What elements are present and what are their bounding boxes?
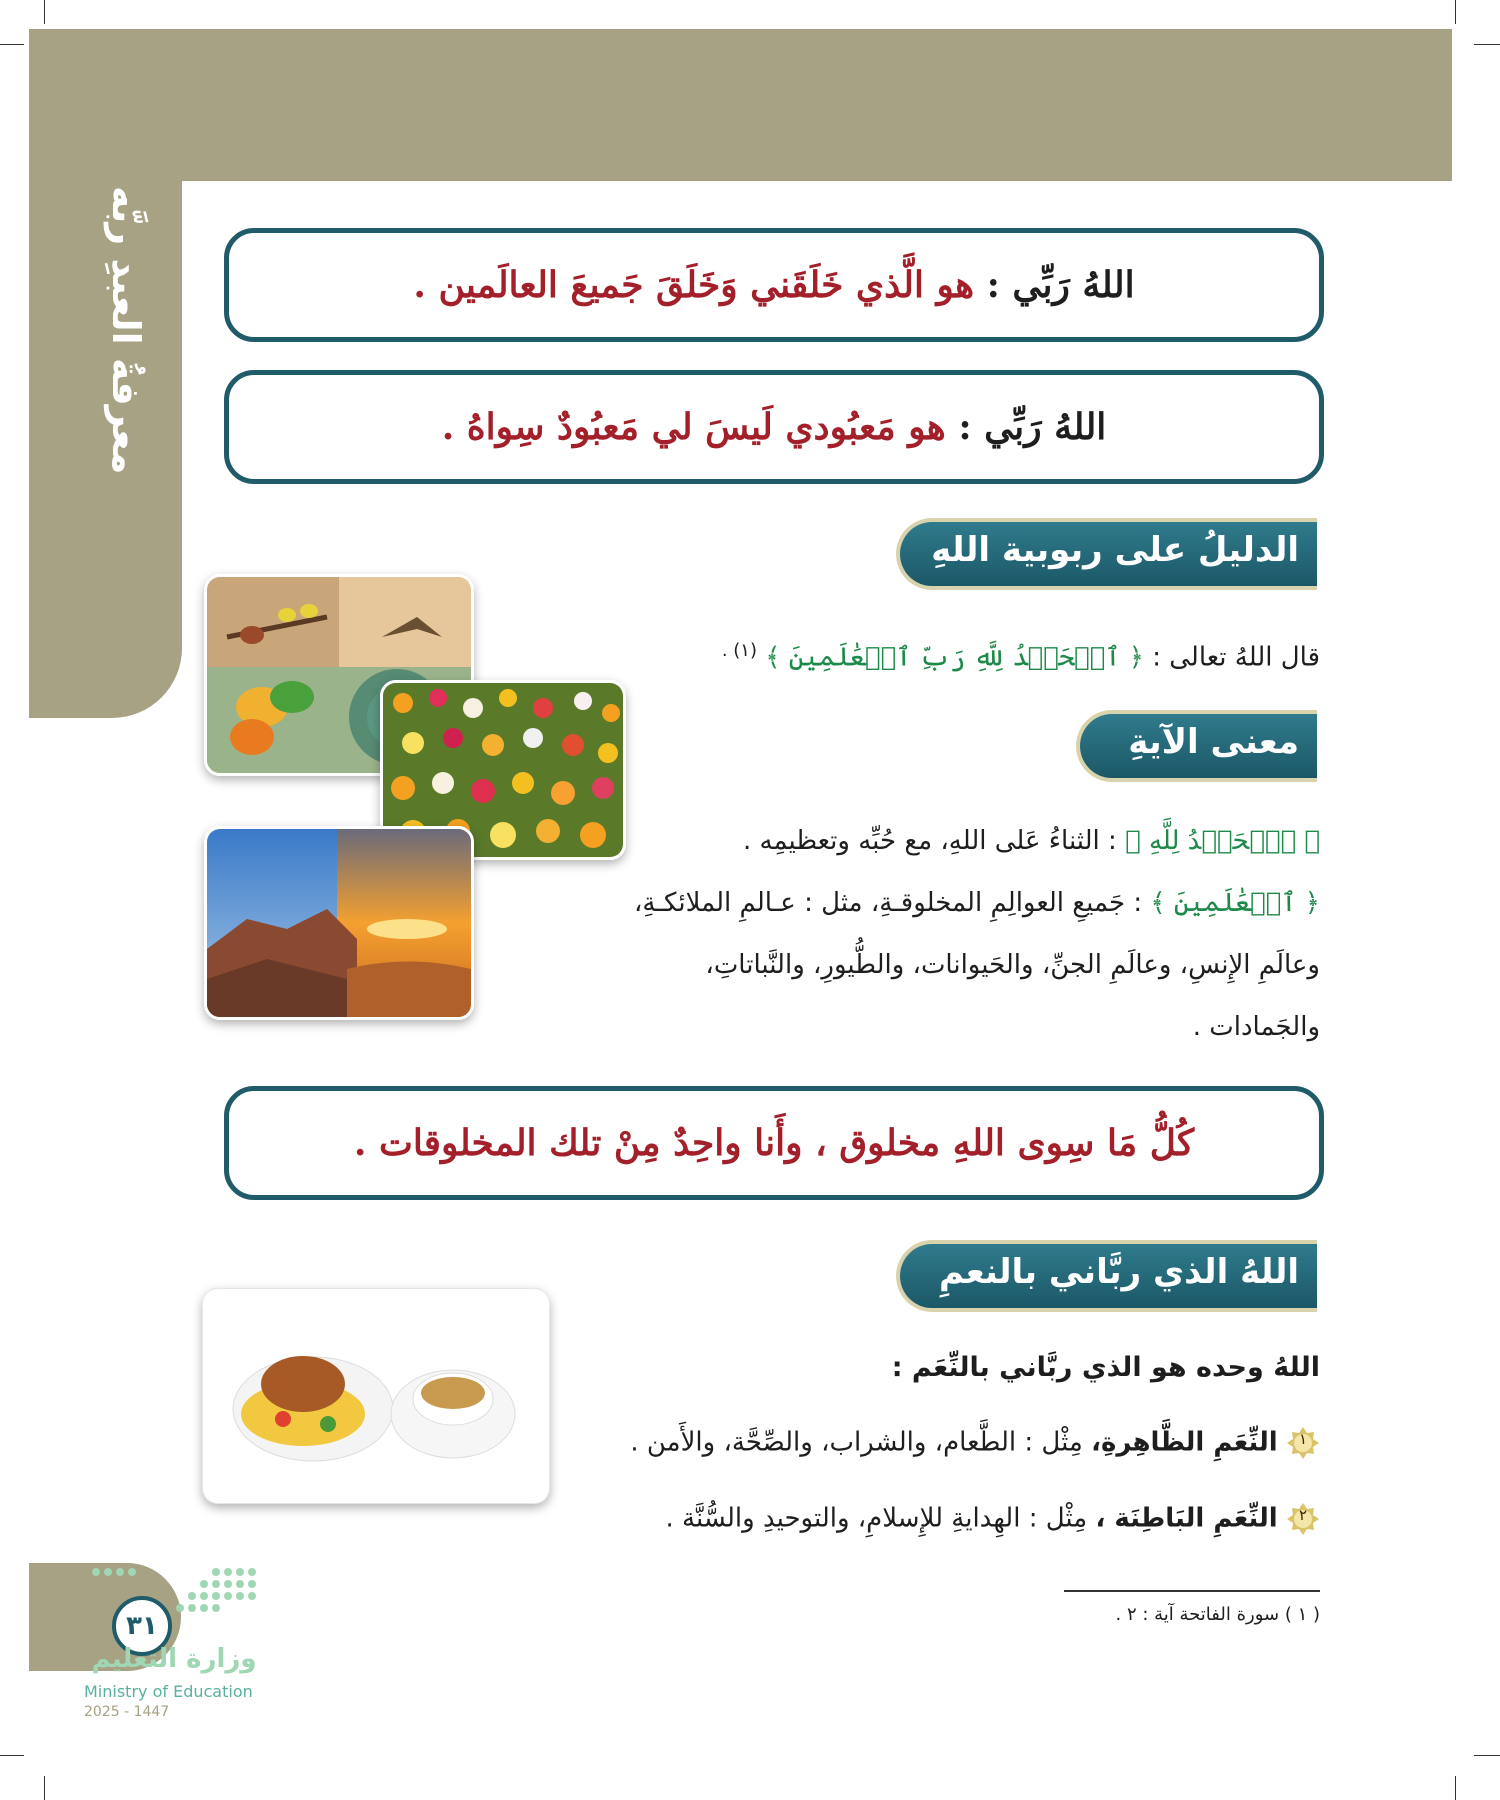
crop-mark <box>1474 44 1500 45</box>
blessing-item-1 <box>630 1426 1320 1460</box>
meaning-item-2 <box>634 888 1320 918</box>
chapter-title: معرفةُ العبدِ ربَّه <box>104 185 148 475</box>
number-badge-label: ١ <box>1298 1430 1308 1448</box>
blessings-intro: اللهُ وحده هو الذي ربَّاني بالنِّعَم : <box>891 1352 1320 1383</box>
statement-lead: اللهُ رَبِّي : <box>986 264 1135 306</box>
crop-mark <box>44 1776 45 1800</box>
footnote-divider <box>1064 1590 1320 1592</box>
meaning-text: : الثناءُ عَلى اللهِ، مع حُبِّه وتعظيمِه . <box>742 826 1117 856</box>
section-heading-label: معنى الآيةِ <box>1128 722 1299 762</box>
crop-mark <box>0 44 24 45</box>
crop-mark <box>0 1755 24 1756</box>
page-number: ٣١ <box>112 1596 172 1656</box>
statement-box-creation <box>224 1086 1324 1200</box>
section-heading-blessings <box>900 1236 1317 1308</box>
blessing-item-2 <box>666 1502 1321 1536</box>
statement-text: هو الَّذي خَلَقَني وَخَلَقَ جَميعَ العالَمين . <box>413 264 975 306</box>
edition-year: 2025 - 1447 <box>84 1704 170 1720</box>
blessing-text: مِثْل : الطَّعام، والشراب، والصِّحَّة، والأَمن . <box>630 1427 1083 1458</box>
desert-photo <box>204 826 474 1020</box>
statement-text: هو مَعبُودي لَيسَ لي مَعبُودٌ سِواهُ . <box>441 406 946 448</box>
section-heading-evidence <box>900 514 1317 586</box>
section-heading-label: اللهُ الذي ربَّاني بالنعمِ <box>939 1252 1299 1292</box>
verse-footnote-ref: (١) . <box>721 640 757 661</box>
number-badge-icon <box>1286 1426 1320 1460</box>
meaning-item-2-line2: وعالَمِ الإِنسِ، وعالَمِ الجنِّ، والحَيوانات، والطُّيورِ، والنَّباتاتِ، <box>705 950 1320 980</box>
food-photo <box>202 1288 550 1504</box>
meaning-term: ﴿ ٱلۡعَٰلَمِينَ ﴾ <box>1150 888 1320 918</box>
statement-box-creator <box>224 228 1324 342</box>
footnote: ( ١ ) سورة الفاتحة آية : ٢ . <box>1115 1604 1320 1625</box>
meaning-item-2-line3: والجَمادات . <box>1192 1012 1320 1042</box>
statement-text: كُلُّ مَا سِوى اللهِ مخلوق ، وأَنا واحِدٌ مِنْ تلك المخلوقات . <box>353 1122 1195 1164</box>
statement-box-worshipped <box>224 370 1324 484</box>
number-badge-icon <box>1286 1502 1320 1536</box>
meaning-text: : جَميعِ العوالِمِ المخلوقـةِ، مثل : عـالمِ الملائكـةِ، <box>634 888 1143 918</box>
meaning-term: ﴿ ٱلۡحَمۡدُ لِلَّهِ ﴾ <box>1125 826 1320 856</box>
crop-mark <box>1474 1755 1500 1756</box>
header-band <box>29 29 1452 181</box>
crop-mark <box>44 0 45 24</box>
statement-lead: اللهُ رَبِّي : <box>958 406 1107 448</box>
verse-text: ﴿ ٱلۡحَمۡدُ لِلَّهِ رَبِّ ٱلۡعَٰلَمِينَ ﴾ <box>765 642 1144 673</box>
meaning-item-1 <box>743 826 1320 856</box>
ministry-name-en: Ministry of Education <box>84 1682 253 1701</box>
number-badge-label: ٢ <box>1298 1506 1308 1524</box>
blessing-term: النِّعَمِ البَاطِنَة ، <box>1095 1503 1278 1534</box>
verse-intro: قال اللهُ تعالى : <box>1152 642 1320 673</box>
blessing-term: النِّعَمِ الظَّاهِرةِ، <box>1091 1427 1278 1458</box>
crop-mark <box>1455 0 1456 24</box>
crop-mark <box>1455 1776 1456 1800</box>
blessing-text: مِثْل : الهِدايةِ للإِسلامِ، والتوحيدِ والسُّنَّة . <box>665 1503 1088 1534</box>
section-heading-label: الدليلُ على ربوبية اللهِ <box>931 530 1299 570</box>
section-heading-meaning <box>1080 706 1317 778</box>
verse-line <box>722 640 1320 673</box>
ministry-name-ar: وزارة التعليم <box>91 1644 257 1674</box>
